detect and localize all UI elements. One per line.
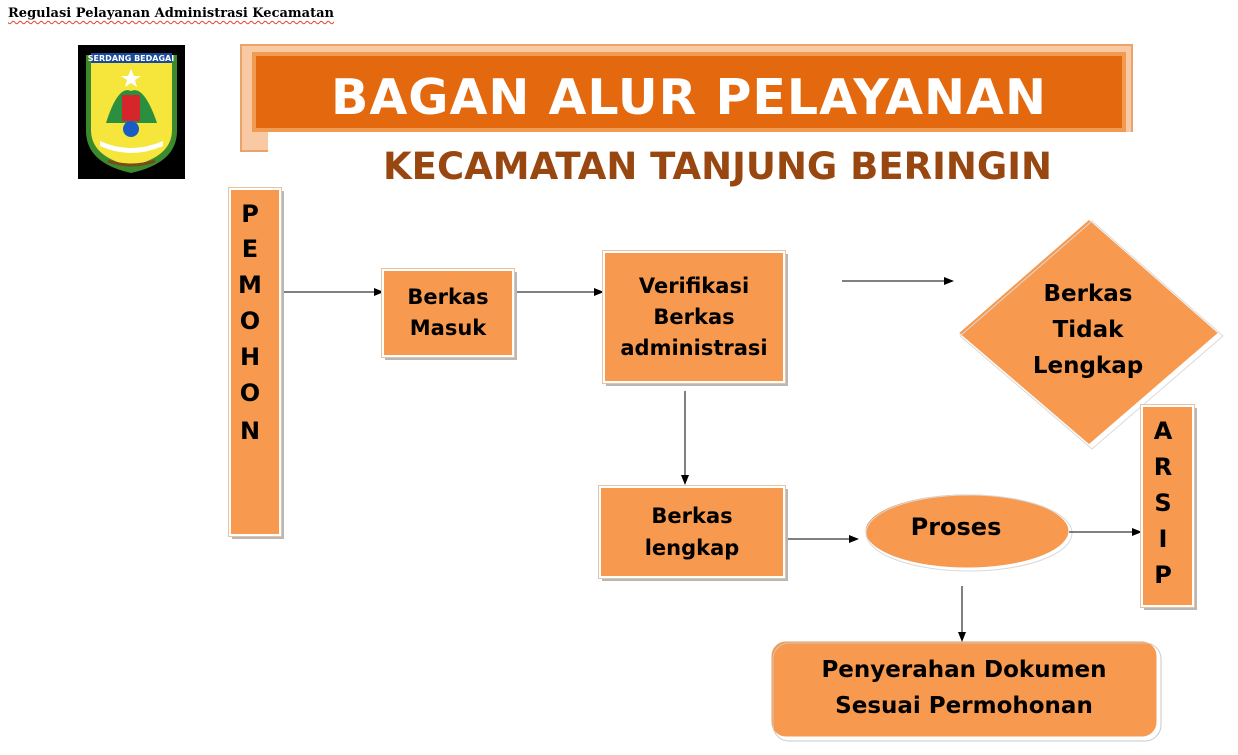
arsip-letter: I [1158, 525, 1168, 553]
svg-text:SERDANG BEDAGAI: SERDANG BEDAGAI [87, 54, 175, 63]
arsip-letter: P [1154, 561, 1172, 589]
berkas-masuk-box [382, 269, 514, 357]
verifikasi-line2: Berkas [653, 304, 735, 329]
penyerahan-line1: Penyerahan Dokumen [821, 657, 1107, 683]
pemohon-letter: M [238, 271, 262, 299]
penyerahan-label [770, 652, 1158, 724]
tidak-lengkap-label [1008, 276, 1168, 384]
pemohon-letter: N [239, 417, 261, 445]
banner-title: BAGAN ALUR PELAYANAN [331, 69, 1047, 126]
pemohon-letter: O [239, 379, 261, 407]
tidak-lengkap-line2: Tidak [1052, 317, 1124, 343]
banner-subtitle: KECAMATAN TANJUNG BERINGIN [383, 145, 1052, 188]
tidak-lengkap-line3: Lengkap [1032, 353, 1144, 379]
pemohon-letter: H [239, 343, 261, 371]
arsip-letter: S [1154, 489, 1172, 517]
arsip-letter: A [1153, 417, 1173, 445]
verifikasi-box [603, 251, 785, 383]
document-title: Regulasi Pelayanan Administrasi Kecamatan [8, 6, 334, 21]
pemohon-letter: E [241, 235, 259, 263]
berkas-lengkap-box [599, 486, 785, 578]
berkas-masuk-line1: Berkas [407, 285, 489, 309]
berkas-lengkap-line1: Berkas [651, 504, 733, 528]
berkas-masuk-line2: Masuk [409, 316, 487, 340]
verifikasi-line3: administrasi [620, 335, 768, 360]
berkas-lengkap-line2: lengkap [644, 536, 740, 560]
tidak-lengkap-line1: Berkas [1043, 281, 1133, 307]
pemohon-letter: O [239, 307, 261, 335]
penyerahan-line2: Sesuai Permohonan [835, 693, 1093, 719]
proses-label: Proses [910, 513, 1002, 541]
verifikasi-line1: Verifikasi [638, 273, 750, 298]
pemohon-letter: P [241, 200, 259, 228]
arsip-letter: R [1153, 453, 1173, 481]
